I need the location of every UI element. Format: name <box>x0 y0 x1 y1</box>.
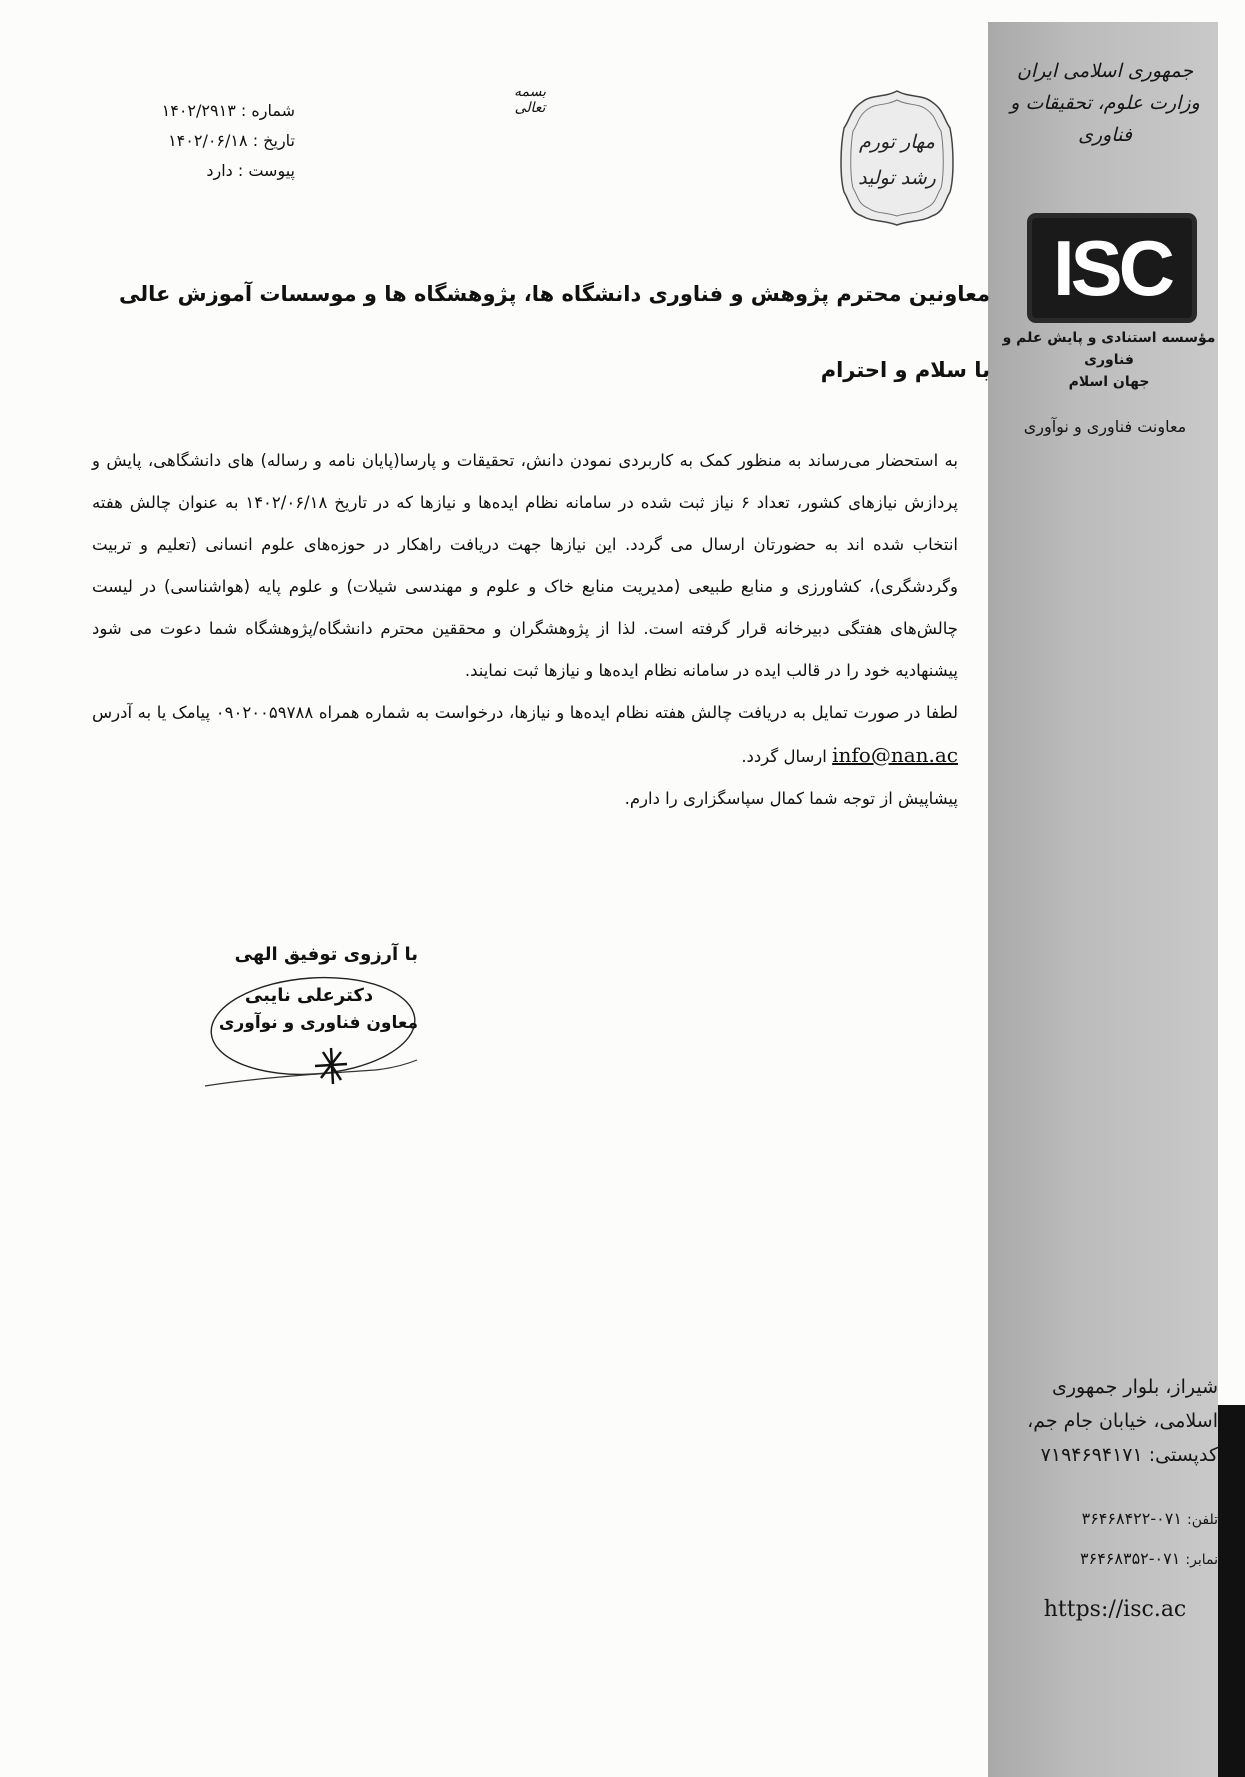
body-paragraph-2 <box>92 692 958 778</box>
emblem-line-2: رشد تولید <box>858 167 936 189</box>
recipient-heading: معاونین محترم پژوهش و فناوری دانشگاه ها، پژوهشگاه ها و موسسات آموزش عالی <box>119 282 990 306</box>
institute-name <box>995 327 1223 393</box>
institute-line-2: جهان اسلام <box>1068 374 1150 390</box>
body-paragraph-1: به استحضار می‌رساند به منظور کمک به کاربردی نمودن دانش، تحقیقات و پارسا(پایان نامه و رساله) های دانشگاهی، پایش و پردازش نیازهای کشور، تعداد ۶ نیاز ثبت شده در سامانه نظام ایده‌ها و نیازها که در تاریخ ۱۴۰۲/۰۶/۱۸ به عنوان چالش هفته انتخاب شده اند به حضورتان ارسال می گردد. این نیازها جهت دریافت راهکار در حوزه‌های علوم انسانی (تعلیم و تربیت وگردشگری)، کشاورزی و منابع طبیعی (مدیریت منابع خاک و علوم و مهندسی شیلات) و علوم پایه (هواشناسی) در لیست چالش‌های هفتگی دبیرخانه قرار گرفته است. لذا از پژوهشگران و محققین محترم دانشگاه/پژوهشگاه شما دعوت می شود پیشنهادیه خود را در قالب ایده در سامانه نظام ایده‌ها و نیازها ثبت نمایند. <box>92 451 958 680</box>
department-name: معاونت فناوری و نوآوری <box>1023 417 1187 436</box>
scan-edge <box>1218 1405 1245 1777</box>
signatory-title: معاون فناوری و نوآوری <box>218 1013 418 1033</box>
letter-attachment-label: پیوست : <box>237 161 295 180</box>
paragraph-2-text-before: لطفا در صورت تمایل به دریافت چالش هفته نظام ایده‌ها و نیازها، درخواست به شماره همراه ۰۹۰۲۰۰۵۹۷۸۸ پیامک یا به آدرس <box>92 703 958 722</box>
isc-logo <box>1032 218 1192 318</box>
phone-row <box>1010 1509 1218 1528</box>
body-paragraph-3: پیشاپیش از توجه شما کمال سپاسگزاری را دارم. <box>624 789 958 808</box>
email-link[interactable]: info@nan.ac <box>832 743 958 767</box>
institute-line-1: مؤسسه استنادی و پایش علم و فناوری <box>1002 330 1216 368</box>
signatory-name: دکترعلی نایبی <box>244 985 374 1006</box>
phone-value: ۰۷۱-۳۶۴۶۸۴۲۲ <box>1081 1509 1182 1528</box>
letter-attachment-value: دارد <box>206 161 233 180</box>
fax-value: ۰۷۱-۳۶۴۶۸۳۵۲ <box>1080 1549 1181 1568</box>
address-block <box>1022 1370 1218 1472</box>
letter-number-value: ۱۴۰۲/۲۹۱۳ <box>161 101 236 120</box>
fax-row <box>1010 1549 1218 1568</box>
postal-code: کدپستی: ۷۱۹۴۶۹۴۱۷۱ <box>1040 1444 1218 1466</box>
phone-label: تلفن: <box>1187 1512 1218 1528</box>
letter-date-value: ۱۴۰۲/۰۶/۱۸ <box>168 131 248 150</box>
fax-label: نمابر: <box>1185 1552 1218 1568</box>
letter-date-label: تاریخ : <box>252 131 295 150</box>
slogan-emblem <box>840 88 955 228</box>
isc-logo-text: ISC <box>1052 224 1172 312</box>
letter-number-label: شماره : <box>240 101 295 120</box>
bismillah-text: بسمه تعالی <box>514 84 546 116</box>
letter-date-row <box>130 126 295 156</box>
sidebar-header <box>1000 55 1210 151</box>
letter-metadata <box>130 96 295 186</box>
website-url: https://isc.ac <box>1043 1597 1187 1622</box>
greeting: با سلام و احترام <box>820 358 990 382</box>
signature-block <box>200 938 418 1036</box>
paragraph-2-text-after: ارسال گردد. <box>741 747 827 766</box>
emblem-line-1: مهار تورم <box>859 131 935 153</box>
letter-number-row <box>130 96 295 126</box>
closing-line: با آرزوی توفیق الهی <box>234 944 418 965</box>
letter-attachment-row <box>130 156 295 186</box>
ministry-name: وزارت علوم، تحقیقات و فناوری <box>1010 92 1200 146</box>
letter-body <box>92 440 958 820</box>
address-line-1: شیراز، بلوار جمهوری <box>1052 1376 1218 1398</box>
address-line-2: اسلامی، خیابان جام جم، <box>1027 1410 1218 1432</box>
country-name: جمهوری اسلامی ایران <box>1016 60 1194 82</box>
